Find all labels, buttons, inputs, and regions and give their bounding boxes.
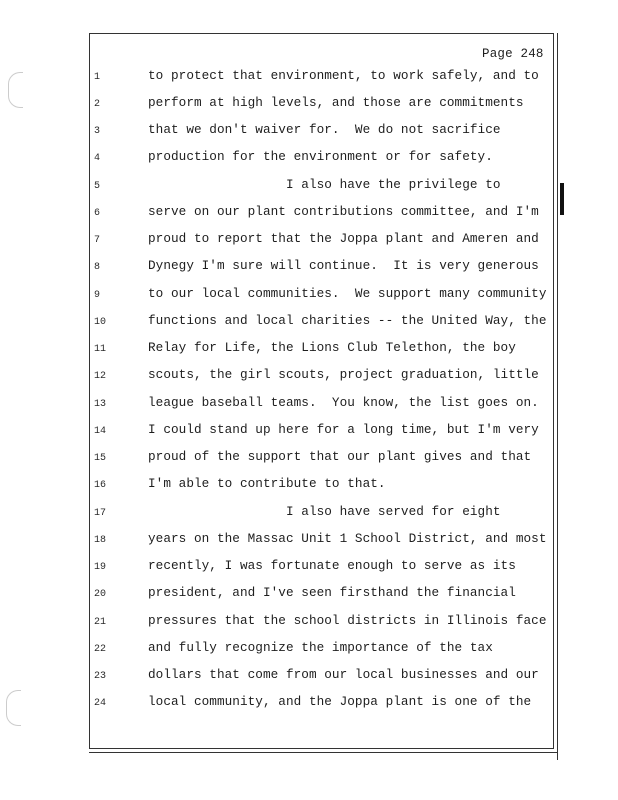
line-number: 16: [94, 480, 107, 491]
line-text: serve on our plant contributions committee, and I'm: [148, 204, 539, 219]
line-number: 2: [94, 99, 101, 110]
line-text: I also have the privilege to: [148, 177, 501, 192]
line-number: 4: [94, 153, 101, 164]
line-text: Dynegy I'm sure will continue. It is very generous: [148, 258, 539, 273]
transcript-line: [0, 422, 618, 449]
line-text: local community, and the Joppa plant is one of the: [148, 694, 532, 709]
line-number: 22: [94, 644, 107, 655]
transcript-line: [0, 504, 618, 531]
line-number: 1: [94, 72, 101, 83]
line-number: 14: [94, 426, 107, 437]
line-text: production for the environment or for safety.: [148, 149, 493, 164]
line-text: proud of the support that our plant gives and that: [148, 449, 532, 464]
transcript-line: [0, 204, 618, 231]
line-number: 7: [94, 235, 101, 246]
transcript-line: [0, 613, 618, 640]
line-text: dollars that come from our local businesses and our: [148, 667, 539, 682]
line-text: scouts, the girl scouts, project graduation, little: [148, 367, 539, 382]
transcript-line: [0, 476, 618, 503]
line-number: 20: [94, 589, 107, 600]
transcript-line: [0, 585, 618, 612]
transcript-line: [0, 558, 618, 585]
transcript-line: [0, 258, 618, 285]
line-text: I'm able to contribute to that.: [148, 476, 386, 491]
transcript-line: [0, 313, 618, 340]
line-text: and fully recognize the importance of the tax: [148, 640, 493, 655]
line-number: 8: [94, 262, 101, 273]
line-number: 18: [94, 535, 107, 546]
line-text: president, and I've seen firsthand the financial: [148, 585, 516, 600]
line-text: perform at high levels, and those are commitments: [148, 95, 524, 110]
line-number: 13: [94, 399, 107, 410]
line-text: to protect that environment, to work safely, and to: [148, 68, 539, 83]
transcript-line: [0, 694, 618, 721]
line-text: to our local communities. We support many community: [148, 286, 547, 301]
line-number: 9: [94, 290, 101, 301]
transcript-line: [0, 231, 618, 258]
line-number: 21: [94, 617, 107, 628]
transcript-line: [0, 68, 618, 95]
line-number: 17: [94, 508, 107, 519]
line-number: 15: [94, 453, 107, 464]
line-text: years on the Massac Unit 1 School District, and most: [148, 531, 547, 546]
transcript-line: [0, 122, 618, 149]
line-text: that we don't waiver for. We do not sacrifice: [148, 122, 501, 137]
transcript-line: [0, 367, 618, 394]
transcript-line: [0, 667, 618, 694]
transcript-line: [0, 286, 618, 313]
line-number: 12: [94, 371, 107, 382]
line-number: 24: [94, 698, 107, 709]
line-number: 23: [94, 671, 107, 682]
transcript-line: [0, 395, 618, 422]
line-text: recently, I was fortunate enough to serve as its: [148, 558, 516, 573]
line-number: 10: [94, 317, 107, 328]
transcript-line: [0, 149, 618, 176]
line-number: 19: [94, 562, 107, 573]
line-number: 6: [94, 208, 101, 219]
line-text: proud to report that the Joppa plant and Ameren and: [148, 231, 539, 246]
line-number: 5: [94, 181, 101, 192]
transcript-line: [0, 177, 618, 204]
line-text: league baseball teams. You know, the list goes on.: [148, 395, 539, 410]
line-text: I could stand up here for a long time, but I'm very: [148, 422, 539, 437]
transcript-line: [0, 95, 618, 122]
transcript-line: [0, 449, 618, 476]
transcript-line: [0, 340, 618, 367]
page-number: Page 248: [482, 47, 544, 61]
line-text: pressures that the school districts in Illinois face: [148, 613, 547, 628]
page-border-bottom-line: [89, 752, 558, 753]
transcript-line: [0, 640, 618, 667]
transcript-line: [0, 531, 618, 558]
line-text: functions and local charities -- the United Way, the: [148, 313, 547, 328]
line-number: 3: [94, 126, 101, 137]
line-number: 11: [94, 344, 107, 355]
line-text: I also have served for eight: [148, 504, 501, 519]
line-text: Relay for Life, the Lions Club Telethon, the boy: [148, 340, 516, 355]
